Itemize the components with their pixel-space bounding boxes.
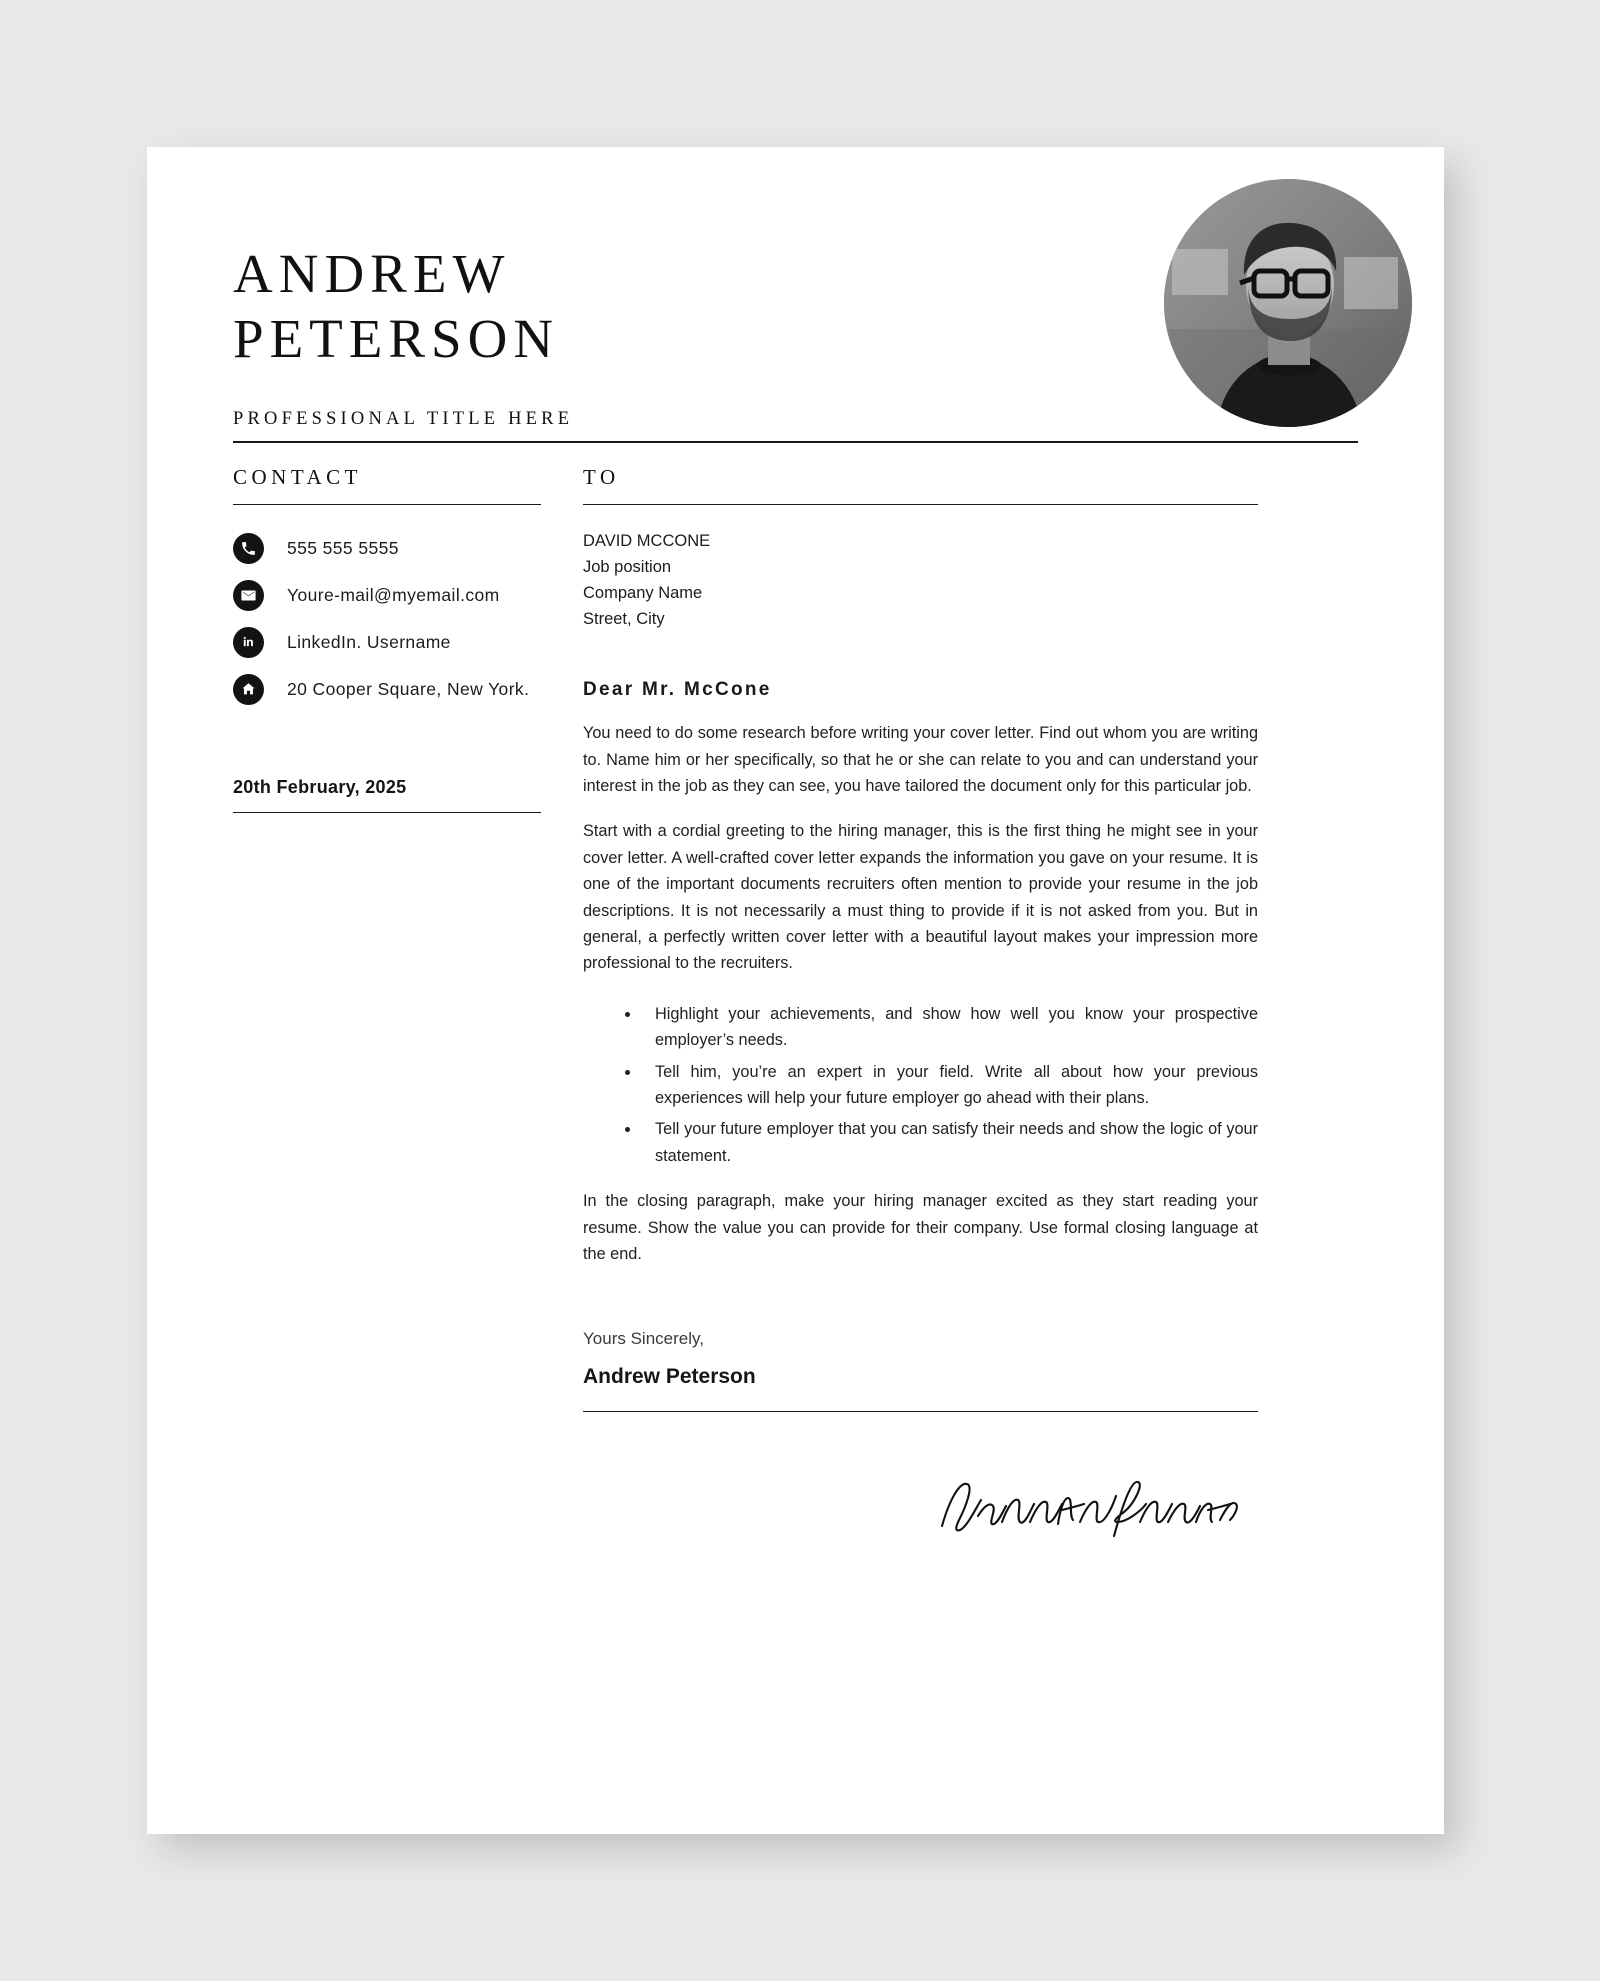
first-name: ANDREW	[233, 243, 511, 304]
linkedin-icon	[233, 627, 264, 658]
recipient-heading: TO	[583, 465, 1258, 505]
letter-date: 20th February, 2025	[233, 777, 541, 813]
right-column	[583, 465, 1258, 1555]
professional-title: PROFESSIONAL TITLE HERE	[233, 409, 574, 429]
applicant-name	[233, 242, 559, 372]
contact-item-address	[233, 674, 543, 705]
professional-title-row	[233, 409, 1358, 443]
recipient-block	[583, 528, 1258, 632]
recipient-company: Company Name	[583, 584, 703, 603]
list-item: • Highlight your achievements, and show how well you know your prospective employer’s needs.	[641, 1001, 1258, 1054]
contact-email-value: Youre-mail@myemail.com	[287, 585, 500, 605]
list-item: • Tell him, you’re an expert in your field. Write all about how your previous experiences will help your future employer go ahead with their plans.	[641, 1059, 1258, 1112]
closing-name: Andrew Peterson	[583, 1365, 1258, 1412]
signature-icon	[934, 1464, 1244, 1550]
page-header	[147, 147, 1444, 487]
portrait-photo-icon	[1164, 179, 1412, 427]
closing-label: Yours Sincerely,	[583, 1329, 704, 1349]
phone-icon	[233, 533, 264, 564]
date-block	[233, 777, 541, 813]
recipient-position: Job position	[583, 558, 672, 577]
salutation: Dear Mr. McCone	[583, 679, 772, 701]
left-column	[233, 465, 543, 813]
letter-paragraph-1: You need to do some research before writing your cover letter. Find out whom you are writing to. Name him or her specifically, so that he or she can relate to you and can understand your interest in the job as they can see, you have tailored the document only for this particular job.	[583, 724, 1258, 796]
signature	[583, 1464, 1258, 1555]
contact-item-phone	[233, 533, 543, 564]
contact-heading: CONTACT	[233, 465, 541, 505]
last-name: PETERSON	[233, 307, 560, 369]
letter-bullet-list	[641, 1001, 1258, 1169]
home-icon	[233, 674, 264, 705]
recipient-name: DAVID MCCONE	[583, 532, 711, 550]
contact-linkedin-value: LinkedIn. Username	[287, 632, 451, 652]
letter-paragraph-3: In the closing paragraph, make your hiring manager excited as they start reading your resume. Show the value you can provide for their company. Use formal closing language at the end.	[583, 1192, 1258, 1263]
letter-paragraph-2: Start with a cordial greeting to the hiring manager, this is the first thing he might see in your cover letter. A well-crafted cover letter expands the information you gave on your resume. It is one of the important documents recruiters often mention to provide your resume in the job descriptions. It is not necessarily a must thing to provide if it is not asked from you. But in general, a perfectly written cover letter with a beautiful layout makes your impression more professional to the recruiters.	[583, 822, 1258, 973]
contact-phone-value: 555 555 5555	[287, 538, 399, 558]
list-item: • Tell your future employer that you can satisfy their needs and show the logic of your statement.	[641, 1116, 1258, 1169]
contact-address-value: 20 Cooper Square, New York.	[287, 679, 530, 699]
recipient-address: Street, City	[583, 610, 665, 629]
cover-letter-page	[147, 147, 1444, 1834]
avatar	[1164, 179, 1412, 427]
email-icon	[233, 580, 264, 611]
contact-item-email	[233, 580, 543, 611]
contact-list	[233, 533, 543, 705]
contact-item-linkedin	[233, 627, 543, 658]
